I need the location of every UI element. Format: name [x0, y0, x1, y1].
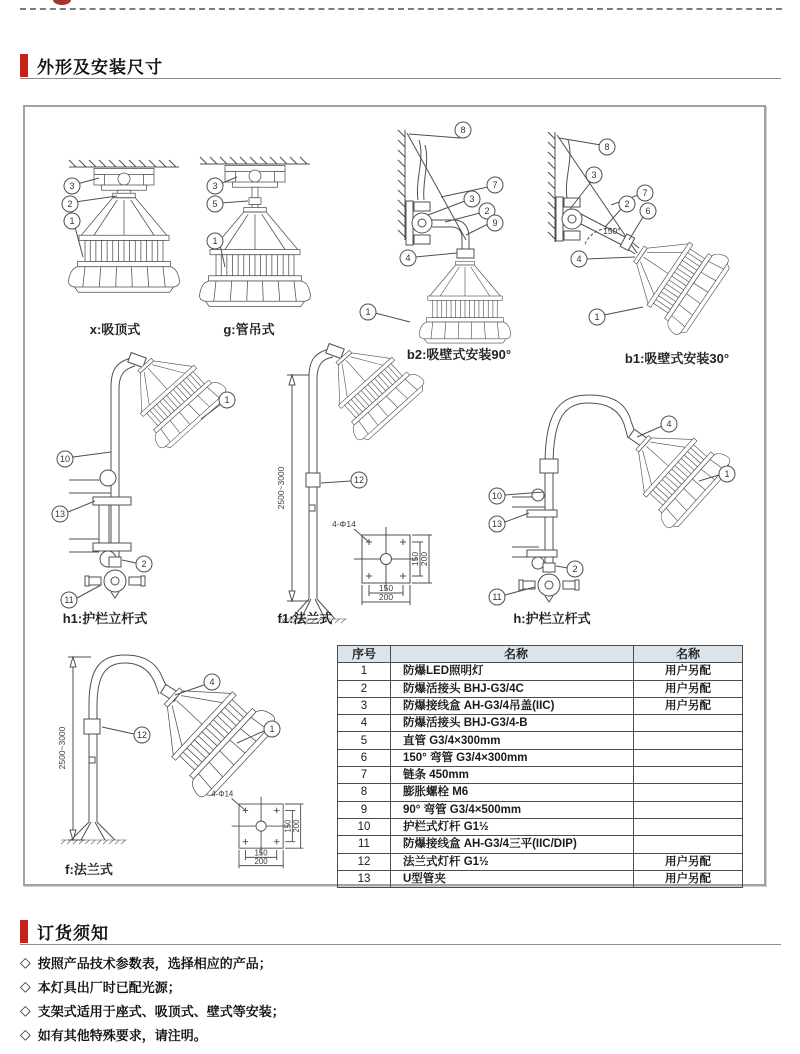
svg-text:4: 4	[666, 419, 672, 429]
section-header-dimensions	[20, 52, 163, 78]
flange-detail-f1	[332, 519, 432, 605]
svg-text:3: 3	[591, 170, 597, 180]
table-row: 5 直管 G3/4×300mm	[338, 732, 743, 749]
table-row: 7 链条 450mm	[338, 767, 743, 784]
diagram-h-label: h:护栏立杆式	[513, 611, 591, 626]
svg-text:12: 12	[353, 475, 365, 485]
table-row: 2 防爆活接头 BHJ-G3/4C 用户另配	[338, 680, 743, 697]
svg-text:1: 1	[365, 307, 371, 317]
diagram-f-label: f:法兰式	[65, 862, 113, 877]
f-height-dimension: 2500~3000	[57, 726, 67, 770]
svg-text:200: 200	[291, 819, 301, 833]
svg-text:4: 4	[405, 253, 411, 263]
diamond-bullet-icon: ◇	[20, 977, 31, 994]
note-text: 如有其他特殊要求，请注明。	[37, 1027, 207, 1043]
svg-text:8: 8	[460, 125, 466, 135]
svg-text:9: 9	[492, 218, 498, 228]
note-text: 本灯具出厂时已配光源；	[37, 979, 181, 995]
svg-text:13: 13	[54, 509, 66, 519]
svg-text:200: 200	[254, 856, 268, 866]
svg-text:4: 4	[209, 677, 215, 687]
svg-text:8: 8	[604, 142, 610, 152]
diagram-g-label: g:管吊式	[223, 322, 275, 337]
ordering-note	[20, 998, 760, 1022]
section-title-ordering: 订货须知	[37, 923, 109, 943]
svg-text:1: 1	[224, 395, 230, 405]
ordering-note	[20, 950, 760, 974]
table-row: 13 U型管夹 用户另配	[338, 870, 743, 887]
col-header-no: 序号	[338, 646, 391, 663]
diagram-b1-label: b1:吸壁式安装30°	[624, 351, 730, 366]
svg-text:11: 11	[64, 595, 74, 605]
top-dashed-divider	[20, 8, 782, 10]
svg-text:1: 1	[594, 312, 600, 322]
table-row: 12 法兰式灯杆 G1½ 用户另配	[338, 853, 743, 870]
diagram-h1-guardrail-pole	[52, 335, 235, 626]
f1-hole-spec: 4-Φ14	[332, 519, 356, 529]
svg-text:3: 3	[212, 181, 218, 191]
note-text: 按照产品技术参数表，选择相应的产品；	[37, 955, 272, 971]
diagram-b2-wall-mount-90	[360, 122, 511, 362]
diamond-bullet-icon: ◇	[20, 1025, 31, 1042]
svg-text:2: 2	[624, 199, 630, 209]
table-row: 11 防爆接线盒 AH-G3/4三平(IIC/DIP)	[338, 836, 743, 853]
diamond-bullet-icon: ◇	[20, 1001, 31, 1018]
svg-text:2: 2	[572, 564, 578, 574]
svg-text:3: 3	[69, 181, 75, 191]
parts-table	[337, 645, 743, 888]
svg-text:1: 1	[724, 469, 730, 479]
diagram-b1-wall-mount-30	[548, 132, 734, 366]
col-header-remark: 名称	[634, 646, 743, 663]
f1-height-dimension: 2500~3000	[276, 466, 286, 510]
table-row: 1 防爆LED照明灯 用户另配	[338, 663, 743, 680]
ordering-note	[20, 974, 760, 998]
svg-text:1: 1	[269, 724, 275, 734]
diagram-g-pipe-pendant	[200, 157, 311, 337]
diagram-h-guardrail-gooseneck	[489, 395, 735, 626]
diagram-f-flange-gooseneck	[57, 655, 303, 877]
svg-text:200: 200	[419, 551, 429, 567]
table-row: 8 膨胀螺栓 M6	[338, 784, 743, 801]
b1-angle-label: 150°	[603, 226, 621, 236]
svg-text:4: 4	[576, 254, 582, 264]
svg-text:6: 6	[645, 206, 651, 216]
diamond-bullet-icon: ◇	[20, 953, 31, 970]
svg-text:150: 150	[283, 819, 293, 833]
svg-text:10: 10	[59, 454, 71, 464]
brand-logo-partial	[53, 0, 71, 5]
diagram-h1-label: h1:护栏立杆式	[62, 611, 148, 626]
diagram-f1-flange-pole	[276, 327, 432, 626]
svg-text:150: 150	[410, 551, 420, 567]
section-rule	[20, 944, 781, 945]
svg-text:11: 11	[492, 592, 502, 602]
svg-text:12: 12	[136, 730, 148, 740]
svg-text:5: 5	[212, 199, 218, 209]
section-title-dimensions: 外形及安装尺寸	[37, 57, 163, 77]
table-header-row	[338, 646, 743, 663]
svg-text:2: 2	[67, 199, 73, 209]
svg-text:13: 13	[491, 519, 503, 529]
section-header-ordering	[20, 918, 109, 944]
svg-text:150: 150	[378, 583, 394, 593]
svg-text:1: 1	[69, 216, 75, 226]
svg-text:150: 150	[254, 848, 268, 858]
diagram-f1-label: f1:法兰式	[277, 611, 333, 626]
svg-text:7: 7	[642, 188, 648, 198]
diagram-x-label: x:吸顶式	[89, 322, 141, 337]
svg-text:7: 7	[492, 180, 498, 190]
svg-text:200: 200	[378, 592, 394, 602]
section-rule	[20, 78, 781, 79]
table-row: 3 防爆接线盒 AH-G3/4吊盖(IIC) 用户另配	[338, 697, 743, 714]
red-bar-icon	[20, 920, 28, 943]
table-row: 6 150° 弯管 G3/4×300mm	[338, 749, 743, 766]
table-row: 4 防爆活接头 BHJ-G3/4-B	[338, 715, 743, 732]
f-hole-spec: 4-Φ14	[211, 789, 234, 799]
svg-text:1: 1	[212, 236, 218, 246]
flange-detail-f	[211, 790, 303, 869]
col-header-name: 名称	[391, 646, 634, 663]
ordering-notes-list	[20, 950, 760, 1046]
svg-text:3: 3	[469, 194, 475, 204]
note-text: 支架式适用于座式、吸顶式、壁式等安装；	[37, 1003, 285, 1019]
diagram-b2-label: b2:吸壁式安装90°	[406, 347, 512, 362]
table-row: 10 护栏式灯杆 G1½	[338, 818, 743, 835]
svg-text:10: 10	[491, 491, 503, 501]
red-bar-icon	[20, 54, 28, 77]
svg-text:2: 2	[141, 559, 147, 569]
svg-text:2: 2	[484, 206, 490, 216]
table-row: 9 90° 弯管 G3/4×500mm	[338, 801, 743, 818]
ordering-note	[20, 1022, 760, 1046]
diagram-x-ceiling-mount	[62, 160, 179, 337]
